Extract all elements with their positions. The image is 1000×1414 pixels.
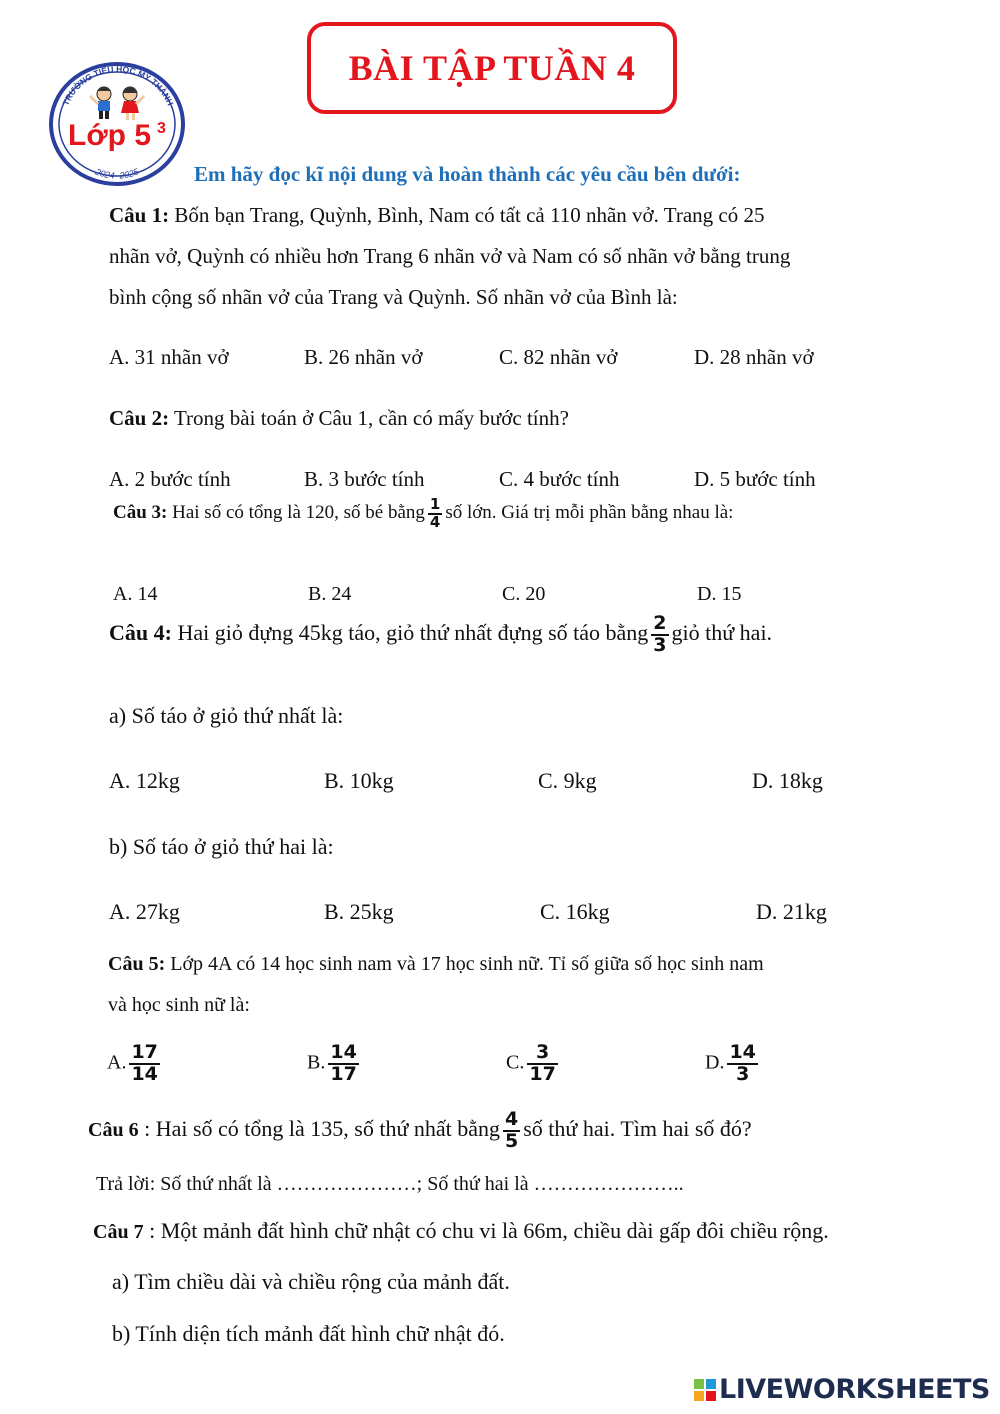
- q5b-den: 17: [330, 1062, 357, 1085]
- q3-option-d[interactable]: D. 15: [697, 583, 742, 605]
- logo-school-text: TRƯỜNG TIỂU HỌC MỸ THÀNH: [60, 63, 176, 107]
- q4b-option-a[interactable]: A. 27kg: [109, 899, 180, 924]
- q3-text-before: Hai số có tổng là 120, số bé bằng: [172, 502, 425, 524]
- title-box: [307, 22, 677, 114]
- q1-option-d[interactable]: D. 28 nhãn vở: [694, 345, 814, 369]
- q4a-option-d[interactable]: D. 18kg: [752, 768, 823, 793]
- q5-option-c-fraction: [527, 1043, 557, 1085]
- q1-label: Câu 1:: [109, 203, 170, 227]
- q5-line1: [108, 954, 764, 974]
- q6-label: Câu 6: [88, 1118, 139, 1141]
- q4-label: Câu 4:: [109, 619, 172, 645]
- q2-text: Trong bài toán ở Câu 1, cần có mấy bước tính?: [173, 406, 569, 430]
- q5-option-b-fraction: [328, 1043, 358, 1085]
- q4b-option-b[interactable]: B. 25kg: [324, 899, 394, 924]
- q4-part-a: a) Số táo ở giỏ thứ nhất là:: [109, 703, 344, 728]
- q4-frac-num: 2: [653, 612, 667, 634]
- q2-option-b[interactable]: B. 3 bước tính: [304, 467, 425, 491]
- q1-option-a[interactable]: A. 31 nhãn vở: [109, 345, 229, 369]
- q3-frac-num: 1: [429, 495, 441, 513]
- q6-fraction: [503, 1110, 520, 1152]
- q6-answer-line[interactable]: Trả lời: Số thứ nhất là …………………; Số thứ hai là …………………..: [96, 1173, 684, 1195]
- q3-line: [113, 497, 733, 531]
- q3-option-b[interactable]: B. 24: [308, 583, 352, 605]
- q2-option-c[interactable]: C. 4 bước tính: [499, 467, 620, 491]
- q5d-num: 14: [729, 1041, 756, 1063]
- logo-class-superscript: 3: [157, 120, 166, 137]
- logo-class-label: Lớp 5: [68, 119, 151, 152]
- q4-line: [109, 614, 772, 656]
- q7-part-a: a) Tìm chiều dài và chiều rộng của mảnh đất.: [112, 1269, 510, 1294]
- q5-option-d-fraction: [727, 1043, 757, 1085]
- q2-option-a[interactable]: A. 2 bước tính: [109, 467, 231, 491]
- q4a-option-c[interactable]: C. 9kg: [538, 768, 597, 793]
- q4-fraction: [651, 614, 668, 656]
- q2-line: [109, 408, 569, 429]
- page-title: BÀI TẬP TUẦN 4: [348, 48, 636, 88]
- q3-text-after: số lớn. Giá trị mỗi phần bằng nhau là:: [445, 502, 734, 524]
- q2-label: Câu 2:: [109, 406, 170, 430]
- q6-text-before: : Hai số có tổng là 135, số thứ nhất bằng: [144, 1115, 501, 1141]
- q5a-den: 14: [131, 1062, 158, 1085]
- liveworksheets-brand: [693, 1374, 990, 1405]
- q5b-num: 14: [330, 1041, 357, 1063]
- liveworksheets-logo-icon: [693, 1378, 717, 1402]
- q5-option-d-letter: D.: [705, 1051, 725, 1074]
- q7-part-b: b) Tính diện tích mảnh đất hình chữ nhật đó.: [112, 1321, 505, 1346]
- q1-option-b[interactable]: B. 26 nhãn vở: [304, 345, 423, 369]
- q7-label: Câu 7: [93, 1221, 144, 1243]
- q5-label: Câu 5:: [108, 953, 166, 975]
- q5-option-a-fraction: [129, 1043, 159, 1085]
- q6-frac-den: 5: [505, 1129, 519, 1152]
- q3-fraction: [428, 497, 442, 531]
- q4b-option-c[interactable]: C. 16kg: [540, 899, 610, 924]
- brand-text: LIVEWORKSHEETS: [719, 1374, 990, 1405]
- instruction-text: Em hãy đọc kĩ nội dung và hoàn thành các yêu cầu bên dưới:: [194, 162, 741, 186]
- q7-text: : Một mảnh đất hình chữ nhật có chu vi là 66m, chiều dài gấp đôi chiều rộng.: [149, 1218, 829, 1243]
- q5-option-a-letter: A.: [107, 1051, 127, 1074]
- q4a-option-a[interactable]: A. 12kg: [109, 768, 180, 793]
- q1-text-1: Bốn bạn Trang, Quỳnh, Bình, Nam có tất cả 110 nhãn vở. Trang có 25: [174, 203, 765, 227]
- q3-label: Câu 3:: [113, 502, 168, 524]
- q4b-option-d[interactable]: D. 21kg: [756, 899, 827, 924]
- q5-option-b[interactable]: [307, 1043, 362, 1085]
- q5-option-a[interactable]: [107, 1043, 163, 1085]
- q4a-option-b[interactable]: B. 10kg: [324, 768, 394, 793]
- q5d-den: 3: [736, 1062, 750, 1085]
- q3-option-c[interactable]: C. 20: [502, 583, 546, 605]
- school-logo: [46, 60, 188, 186]
- q1-line2: nhãn vở, Quỳnh có nhiều hơn Trang 6 nhãn vở và Nam có số nhãn vở bằng trung: [109, 244, 791, 268]
- q5-option-b-letter: B.: [307, 1051, 326, 1074]
- q3-frac-den: 4: [429, 512, 441, 531]
- q2-option-d[interactable]: D. 5 bước tính: [694, 467, 816, 491]
- q6-text-after: số thứ hai. Tìm hai số đó?: [523, 1115, 752, 1141]
- q1-option-c[interactable]: C. 82 nhãn vở: [499, 345, 618, 369]
- q5-text-1: Lớp 4A có 14 học sinh nam và 17 học sinh nữ. Tỉ số giữa số học sinh nam: [170, 953, 764, 975]
- q5a-num: 17: [131, 1041, 158, 1063]
- q1-line1: [109, 205, 764, 226]
- q5c-den: 17: [529, 1062, 556, 1085]
- q6-frac-num: 4: [505, 1108, 519, 1130]
- logo-year-text: 2024- 2025: [94, 166, 140, 181]
- q4-frac-den: 3: [653, 633, 667, 656]
- q5-line2: và học sinh nữ là:: [108, 994, 250, 1016]
- q4-part-b: b) Số táo ở giỏ thứ hai là:: [109, 834, 334, 859]
- q5-option-c-letter: C.: [506, 1051, 525, 1074]
- q7-line: [93, 1220, 829, 1242]
- q5-option-c[interactable]: [506, 1043, 561, 1085]
- q6-line: [88, 1110, 752, 1152]
- q3-option-a[interactable]: A. 14: [113, 583, 158, 605]
- q5c-num: 3: [527, 1043, 557, 1065]
- q4-text-after: giỏ thứ hai.: [671, 619, 773, 645]
- q1-line3: bình cộng số nhãn vở của Trang và Quỳnh. Số nhãn vở của Bình là:: [109, 285, 678, 309]
- q5-option-d[interactable]: [705, 1043, 761, 1085]
- q4-text-before: Hai giỏ đựng 45kg táo, giỏ thứ nhất đựng số táo bằng: [177, 619, 649, 645]
